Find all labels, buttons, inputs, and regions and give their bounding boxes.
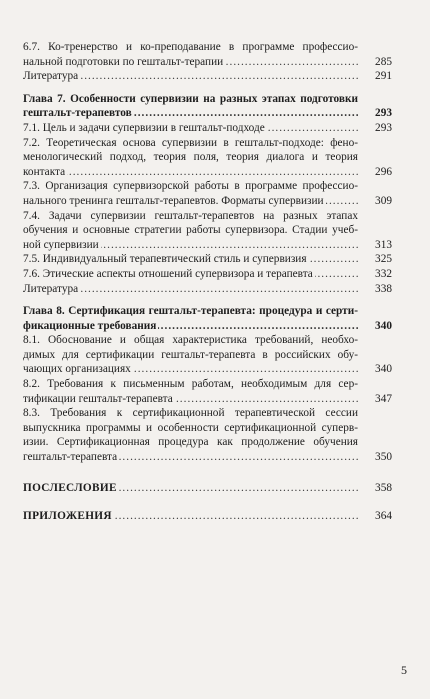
toc-entry xyxy=(23,252,392,267)
toc-entry xyxy=(23,92,392,121)
toc-entry-leader-line xyxy=(23,238,358,253)
toc-entry-leader-line xyxy=(23,481,358,496)
toc-entry-page: 347 xyxy=(375,392,392,405)
toc-entry-leader-line xyxy=(23,392,358,407)
toc-entry-line: димых для сертификации гештальт-терапевта в российских обу- xyxy=(23,348,358,361)
toc-entry-title: 7.6. Этические аспекты отношений супервизора и терапевта xyxy=(23,267,313,280)
toc-entry-page: 309 xyxy=(375,194,392,207)
toc-entry-line: Глава 8. Сертификация гештальт-терапевта: процедура и серти- xyxy=(23,305,358,318)
toc-entry-page: 313 xyxy=(375,238,392,251)
toc-entry-leader-line xyxy=(23,106,358,121)
toc-entry xyxy=(23,209,392,253)
toc-entry-title: нального тренинга гештальт-терапевтов. Форматы супервизии xyxy=(23,194,324,207)
toc-entry-line: выпускника программы и особенности сертификационной суперв- xyxy=(23,421,358,434)
toc-entry xyxy=(23,304,392,333)
toc-entry-page: 364 xyxy=(375,510,392,523)
toc-entry-title: гештальт-терапевта xyxy=(23,451,118,464)
toc-entry xyxy=(23,40,392,69)
toc-entry xyxy=(23,377,392,406)
toc-entry-page: 350 xyxy=(375,451,392,464)
toc-entry-leader-line xyxy=(23,282,358,297)
toc-entry-leader-line xyxy=(23,121,358,136)
toc-entry-leader-line xyxy=(23,165,358,180)
page-number: 5 xyxy=(401,663,407,677)
toc-entry-title: 7.1. Цель и задачи супервизии в гештальт-подходе xyxy=(23,121,265,134)
toc-entry xyxy=(23,179,392,208)
toc-entry-line: 8.2. Требования к письменным работам, необходимым для сер- xyxy=(23,378,358,391)
toc-entry-page: 332 xyxy=(375,267,392,280)
toc-entry-leader-line xyxy=(23,69,358,84)
toc-entry-title: ПРИЛОЖЕНИЯ xyxy=(23,510,112,523)
toc-entry xyxy=(23,509,392,524)
toc-entry-page: 338 xyxy=(375,282,392,295)
toc-entry xyxy=(23,481,392,496)
toc-entry-page: 325 xyxy=(375,253,392,266)
toc-entry-line: 6.7. Ко-тренерство и ко-преподавание в программе профессио- xyxy=(23,41,358,53)
toc-entry-line: 7.2. Теоретическая основа супервизии в гештальт-подходе: фено- xyxy=(23,136,358,149)
toc-entry xyxy=(23,406,392,464)
toc-entry-page: 358 xyxy=(375,481,392,494)
toc-entry-leader-line xyxy=(23,267,358,282)
toc-entry-title: Литература xyxy=(23,70,79,83)
toc-entry-leader-line xyxy=(23,450,358,465)
toc-entry-line: менологический подход, теория поля, теория диалога и теория xyxy=(23,151,358,164)
toc-entry-line: изии. Сертификационная процедура как продолжение обучения xyxy=(23,436,358,449)
toc-entry-title: контакта xyxy=(23,165,66,178)
toc-entry-title: ПОСЛЕСЛОВИЕ xyxy=(23,481,117,494)
toc-entry-page: 285 xyxy=(375,55,392,68)
toc-entry xyxy=(23,267,392,282)
toc-entry-leader-line xyxy=(23,252,358,267)
toc-entry-leader-line xyxy=(23,362,358,377)
toc-entry-leader-line xyxy=(23,319,358,334)
toc-entry xyxy=(23,69,392,84)
toc-entry-title: 7.5. Индивидуальный терапевтический стиль и супервизия xyxy=(23,253,307,266)
toc-entry-leader-line xyxy=(23,55,358,70)
toc-entry-page: 340 xyxy=(375,363,392,376)
toc-entry-page: 293 xyxy=(375,107,392,120)
toc-entry xyxy=(23,282,392,297)
toc-entry-title: Литература xyxy=(23,282,79,295)
toc-entry-page: 293 xyxy=(375,121,392,134)
toc-entry-title: тификации гештальт-терапевта xyxy=(23,392,173,405)
toc-entry-page: 291 xyxy=(375,70,392,83)
toc-entry-line: 8.3. Требования к сертификационной терапевтической сессии xyxy=(23,407,358,420)
toc-entry-page: 296 xyxy=(375,165,392,178)
toc-entry xyxy=(23,121,392,136)
toc-entry-title: гештальт-терапевтов xyxy=(23,107,132,120)
toc-entry-title: ной супервизии xyxy=(23,238,99,251)
toc-entry-page: 340 xyxy=(375,319,392,332)
toc-entry xyxy=(23,136,392,180)
toc-entry-line: Глава 7. Особенности супервизии на разных этапах подготовки xyxy=(23,92,358,105)
toc-entry-line: 7.4. Задачи супервизии гештальт-терапевтов на разных этапах xyxy=(23,209,358,222)
toc-entry-leader-line xyxy=(23,194,358,209)
table-of-contents xyxy=(23,40,392,524)
toc-entry-title: нальной подготовки по гештальт-терапии xyxy=(23,55,224,68)
toc-entry-line: 8.1. Обоснование и общая характеристика требований, необхо- xyxy=(23,334,358,347)
toc-entry-title: чающих организациях xyxy=(23,363,131,376)
toc-entry-leader-line xyxy=(23,509,358,524)
toc-entry xyxy=(23,333,392,377)
toc-entry-title: фикационные требования xyxy=(23,319,157,332)
toc-entry-line: 7.3. Организация супервизорской работы в программе профессио- xyxy=(23,180,358,193)
toc-entry-line: обучения и основные стратегии работы супервизора. Стадии учеб- xyxy=(23,224,358,237)
